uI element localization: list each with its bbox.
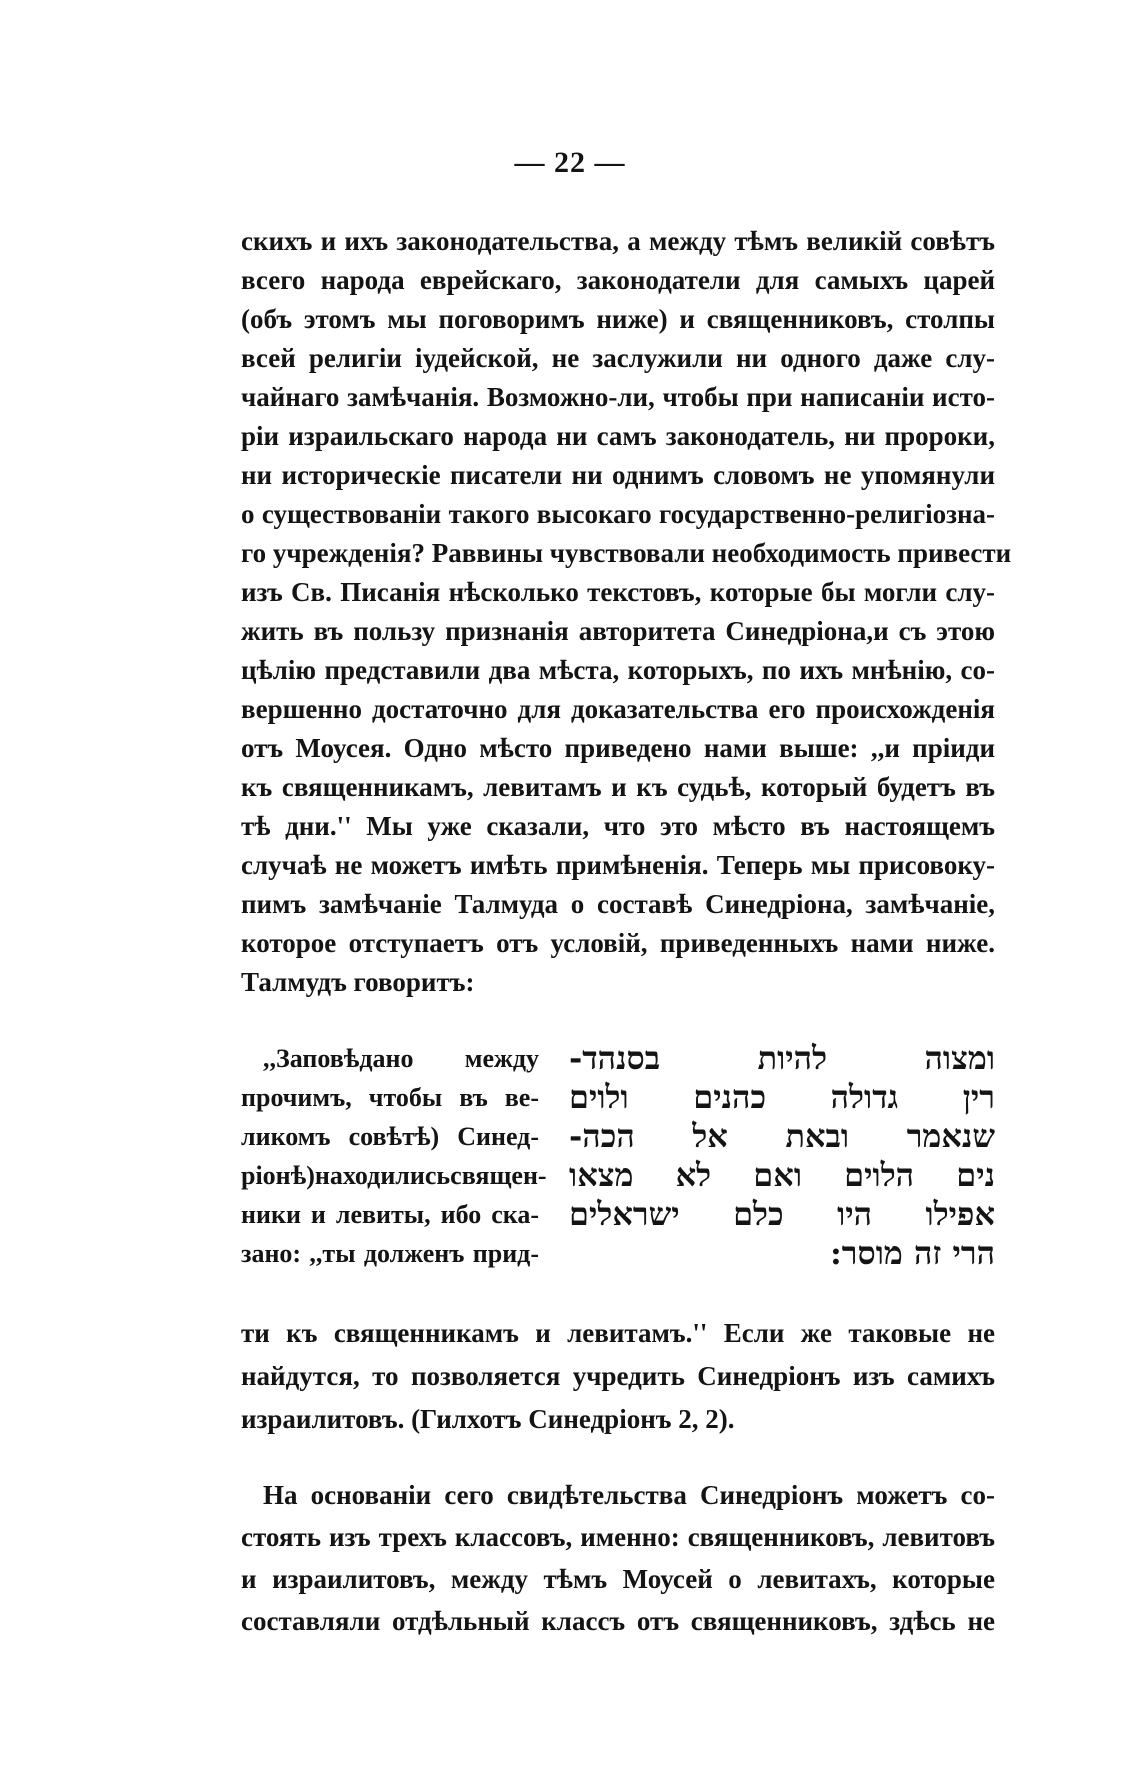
text-line: цѣлію представили два мѣста, которыхъ, по ихъ мнѣнію, со- (241, 655, 995, 685)
text-line: ти къ священникамъ и левитамъ.'' Если же таковые не (241, 1318, 995, 1348)
after-quote-paragraph (241, 1312, 995, 1441)
text-line: о существованіи такого высокаго государственно-религіозна- (241, 499, 995, 529)
text-line: всего народа еврейскаго, законодатели для самыхъ царей (241, 265, 995, 295)
text-line: отъ Моусея. Одно мѣсто приведено нами выше: ,,и пріиди (241, 733, 995, 763)
text-line: ни историческіе писатели ни однимъ словомъ не упомянули (241, 460, 995, 490)
quote-line: ники и левиты, ибо ска- (241, 1200, 539, 1229)
text-line: вершенно достаточно для доказательства его происхожденія (241, 694, 995, 724)
text-line: случаѣ не можетъ имѣть примѣненія. Теперь мы присовоку- (241, 850, 995, 880)
text-line: ріи израильскаго народа ни самъ законодатель, ни пророки, (241, 421, 995, 451)
text-line: всей религіи іудейской, не заслужили ни одного даже слу- (241, 343, 995, 373)
text-line: скихъ и ихъ законодательства, а между тѣмъ великій совѣтъ (241, 226, 995, 256)
main-paragraph (241, 222, 1012, 1002)
text-line: составляли отдѣльный классъ отъ священниковъ, здѣсь не (241, 1606, 995, 1636)
text-line: чайнаго замѣчанія. Возможно-ли, чтобы при написаніи исто- (241, 382, 995, 412)
page-number: — 22 — (514, 146, 626, 179)
text-line: На основаніи сего свидѣтельства Синедріонъ можетъ со- (263, 1480, 995, 1510)
text-line: (объ этомъ мы поговоримъ ниже) и священниковъ, столпы (241, 304, 995, 334)
text-line: Талмудъ говоритъ: (241, 967, 475, 997)
quote-line: ликомъ совѣтѣ) Синед- (241, 1122, 539, 1151)
quote-line: ,,Заповѣдано между (263, 1044, 539, 1073)
text-line: къ священникамъ, левитамъ и къ судьѣ, который будетъ въ (241, 772, 995, 802)
quote-line: ріонѣ)находилисьсвящен- (241, 1161, 547, 1190)
text-line: которое отступаетъ отъ условій, приведенныхъ нами ниже. (241, 928, 995, 958)
quote-line: зано: ,,ты долженъ прид- (241, 1239, 539, 1268)
text-line: израилитовъ. (Гилхотъ Синедріонъ 2, 2). (241, 1404, 735, 1434)
hebrew-line: הרי זה מוסר: (829, 1234, 995, 1272)
text-line: жить въ пользу признанія авторитета Синедріона,и съ этою (241, 616, 995, 646)
text-line: найдутся, то позволяется учредить Синедріонъ изъ самихъ (241, 1361, 995, 1391)
quote-russian-column (241, 1039, 547, 1273)
text-line: пимъ замѣчаніе Талмуда о составѣ Синедріона, замѣчаніе, (241, 889, 995, 919)
text-line: го учрежденія? Раввины чувствовали необходимость привести (241, 538, 1012, 568)
final-paragraph (241, 1474, 995, 1642)
hebrew-line: רין גדולה כהנים ולוים (569, 1078, 995, 1116)
hebrew-line: אפילו היו כלם ישראלים (569, 1195, 995, 1233)
hebrew-line: ומצוה להיות בסנהד- (569, 1039, 995, 1077)
hebrew-line: נים הלוים ואם לא מצאו (569, 1156, 995, 1194)
text-line: изъ Св. Писанія нѣсколько текстовъ, которые бы могли слу- (241, 577, 995, 607)
quote-line: прочимъ, чтобы въ ве- (241, 1083, 539, 1112)
quote-hebrew-column (569, 1039, 995, 1273)
text-line: тѣ дни.'' Мы уже сказали, что это мѣсто въ настоящемъ (241, 811, 995, 841)
hebrew-line: שנאמר ובאת אל הכה- (569, 1117, 995, 1155)
text-line: и израилитовъ, между тѣмъ Моусей о левитахъ, которые (241, 1564, 995, 1594)
talmud-quote-block (241, 1039, 995, 1273)
text-line: стоять изъ трехъ классовъ, именно: священниковъ, левитовъ (241, 1522, 995, 1552)
